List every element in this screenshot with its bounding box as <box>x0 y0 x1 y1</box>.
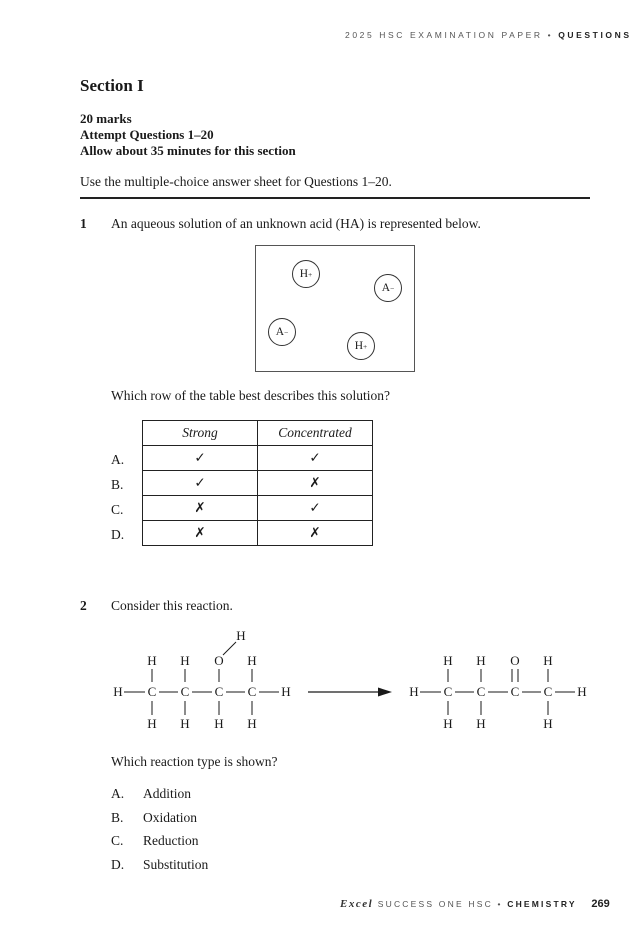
check-mark: ✓ <box>143 446 258 471</box>
atom-c: C <box>476 684 486 699</box>
section-title: Section I <box>80 76 144 95</box>
header-concentrated: Concentrated <box>258 421 373 446</box>
row-label-d: D. <box>111 527 125 542</box>
atom-h: H <box>543 716 553 731</box>
q1-prompt: Which row of the table best describes this solution? <box>111 388 390 403</box>
header-separator: • <box>547 30 554 40</box>
table-header-row <box>143 421 373 446</box>
footer-subject: CHEMISTRY <box>507 899 577 909</box>
atom-c: C <box>443 684 453 699</box>
section-marks: 20 marks <box>80 111 132 126</box>
atom-c: C <box>510 684 520 699</box>
header-strong: Strong <box>143 421 258 446</box>
atom-h: H <box>147 716 157 731</box>
atom-h: H <box>443 716 453 731</box>
q2-prompt: Which reaction type is shown? <box>111 754 278 769</box>
atom-c: C <box>147 684 157 699</box>
ion-h-plus: H + <box>347 332 375 360</box>
atom-h: H <box>214 716 224 731</box>
table-row <box>143 496 373 521</box>
row-label-c: C. <box>111 502 124 517</box>
q1-number: 1 <box>80 216 87 231</box>
atom-h: H <box>113 684 123 699</box>
choice-text-d: Substitution <box>143 857 209 872</box>
atom-h: H <box>577 684 587 699</box>
cross-mark: ✗ <box>143 496 258 521</box>
table-row <box>143 446 373 471</box>
reaction-arrow-head-icon <box>378 688 392 697</box>
atom-h: H <box>443 653 453 668</box>
section-time: Allow about 35 minutes for this section <box>80 143 296 158</box>
choice-letter-a: A. <box>111 786 125 801</box>
check-mark: ✓ <box>143 471 258 496</box>
atom-h-hydroxyl: H <box>236 628 246 643</box>
choice-text-b: Oxidation <box>143 810 197 825</box>
header-section: QUESTIONS <box>558 30 632 40</box>
footer-series: SUCCESS ONE HSC <box>377 899 493 909</box>
ion-a-minus: A − <box>268 318 296 346</box>
header-exam: 2025 HSC EXAMINATION PAPER <box>345 30 543 40</box>
ion-a-minus: A − <box>374 274 402 302</box>
section-instruction: Use the multiple-choice answer sheet for Questions 1–20. <box>80 174 392 189</box>
choice-text-a: Addition <box>143 786 192 801</box>
ion-diagram <box>255 245 415 372</box>
bonds <box>124 642 575 715</box>
choice-letter-b: B. <box>111 810 124 825</box>
atom-o: O <box>510 653 520 668</box>
table-row <box>143 521 373 546</box>
footer-separator: • <box>497 899 503 909</box>
cross-mark: ✗ <box>258 521 373 546</box>
section-divider <box>80 197 590 199</box>
cross-mark: ✗ <box>258 471 373 496</box>
footer-brand: Excel <box>340 898 374 910</box>
atom-h: H <box>247 716 257 731</box>
ion-h-plus: H + <box>292 260 320 288</box>
atom-h: H <box>247 653 257 668</box>
atom-h: H <box>180 653 190 668</box>
running-header <box>345 30 632 40</box>
atom-h: H <box>543 653 553 668</box>
atom-h: H <box>281 684 291 699</box>
atom-h: H <box>409 684 419 699</box>
atom-h: H <box>476 716 486 731</box>
choice-letter-d: D. <box>111 857 125 872</box>
atom-h: H <box>180 716 190 731</box>
row-label-a: A. <box>111 452 125 467</box>
page-number: 269 <box>591 898 610 910</box>
row-label-b: B. <box>111 477 124 492</box>
atom-h: H <box>147 653 157 668</box>
q1-text: An aqueous solution of an unknown acid (HA) is represented below. <box>111 216 481 231</box>
choice-letter-c: C. <box>111 833 124 848</box>
q2-number: 2 <box>80 598 87 613</box>
atom-c: C <box>214 684 224 699</box>
check-mark: ✓ <box>258 496 373 521</box>
atom-c: C <box>543 684 553 699</box>
reaction-diagram <box>0 620 640 740</box>
q1-options-table <box>142 420 373 546</box>
check-mark: ✓ <box>258 446 373 471</box>
section-attempt: Attempt Questions 1–20 <box>80 127 214 142</box>
atom-o: O <box>214 653 224 668</box>
atom-c: C <box>180 684 190 699</box>
table-row <box>143 471 373 496</box>
running-footer <box>340 898 610 910</box>
atom-h: H <box>476 653 486 668</box>
q2-text: Consider this reaction. <box>111 598 233 613</box>
cross-mark: ✗ <box>143 521 258 546</box>
choice-text-c: Reduction <box>143 833 199 848</box>
atom-c: C <box>247 684 257 699</box>
